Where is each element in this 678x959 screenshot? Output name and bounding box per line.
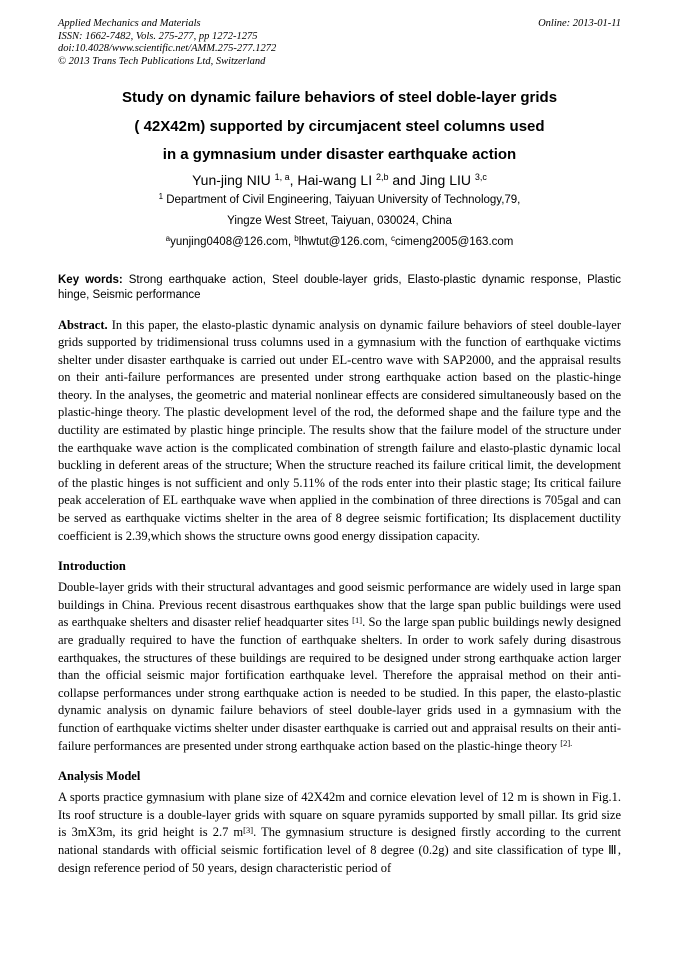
introduction-text-2: . So the large span public buildings newly designed are gradually required to have the function of earthquake shelters. In order to work safely during disastrous earthquakes, the structures of these buildings are required to be designed under strong earthquake action larger than the official seismic major fortification earthquake level. Therefore the appraisal method on their anti-collapse performances under strong earthquake action is needed to be studied. In this paper, the elasto-plastic dynamic analysis on dynamic failure behaviors of steel double-layer grids used in a gymnasium with the function of earthquake victims shelter under disaster earthquake is carried out and appraisal results on their anti-failure performances are presented under strong earthquake action based on the plastic-hinge theory <box>58 615 621 753</box>
analysis-model-heading: Analysis Model <box>58 769 141 784</box>
email-2: lhwtut@126.com, <box>298 235 391 248</box>
author-2-superscript: 2,b <box>375 172 389 182</box>
reference-3-marker: [3] <box>243 824 254 835</box>
authors-separator-1: , <box>289 171 298 188</box>
paper-title-line1: Study on dynamic failure behaviors of steel doble-layer grids <box>121 89 558 106</box>
reference-1-marker: [1] <box>352 614 363 625</box>
author-1-superscript: 1, a <box>274 172 290 182</box>
affiliation-emails <box>58 232 621 253</box>
abstract-paragraph <box>58 317 621 546</box>
paper-title-line3: in a gymnasium under disaster earthquake action <box>162 146 517 163</box>
keywords-block <box>58 273 621 304</box>
email-2-superscript: b <box>294 233 299 243</box>
online-date: Online: 2013-01-11 <box>538 18 621 29</box>
introduction-heading: Introduction <box>58 559 126 574</box>
affiliation-line1-text: Department of Civil Engineering, Taiyuan University of Technology,79, <box>163 193 521 206</box>
analysis-text-2: . The gymnasium structure is designed firstly according to the current national standards with official seismic fortification level of 8 degree (0.2g) and site classification of type Ⅲ, design reference period of 50 years, design characteristic period of <box>58 825 622 875</box>
author-2-name: Hai-wang LI <box>297 171 376 188</box>
keywords-text: Strong earthquake action, Steel double-layer grids, Elasto-plastic dynamic response, Plastic hinge, Seismic performance <box>58 273 621 301</box>
doi-line: doi:10.4028/www.scientific.net/AMM.275-277.1272 <box>58 43 277 54</box>
affiliation-block <box>58 190 621 253</box>
email-3-superscript: c <box>390 233 395 243</box>
keywords-label: Key words: <box>58 273 123 286</box>
introduction-text-1: Double-layer grids with their structural advantages and good seismic performance are widely used in large span buildings in China. Previous recent disastrous earthquakes show that the large span public buildings were used as earthquake shelters and disaster relief headquarter sites <box>58 580 621 630</box>
issn-line: ISSN: 1662-7482, Vols. 275-277, pp 1272-1275 <box>58 30 258 42</box>
introduction-paragraph <box>58 579 621 755</box>
journal-name: Applied Mechanics and Materials <box>58 18 201 29</box>
authors-separator-2: and <box>388 171 420 188</box>
paper-title-line2: ( 42X42m) supported by circumjacent steel columns used <box>134 117 545 135</box>
journal-header <box>58 18 621 68</box>
analysis-model-paragraph <box>58 789 621 877</box>
affiliation-line1 <box>58 190 621 211</box>
email-1-superscript: a <box>165 233 171 243</box>
author-3-name: Jing LIU <box>419 171 475 188</box>
abstract-label: Abstract. <box>58 317 108 332</box>
author-1-name: Yun-jing NIU <box>192 171 275 188</box>
abstract-text: In this paper, the elasto-plastic dynamic analysis on dynamic failure behaviors of steel double-layer grids supported by tridimensional truss columns used in a gymnasium with the function of earthquake victims shelter under disaster earthquake is carried out under EL-centro wave with SAP2000, and the appraisal results on their anti-failure performances are presented under strong earthquake action based on the plastic-hinge theory. In the analyses, the geometric and material nonlinear effects are considered simultaneously based on the plastic-hinge theory. The plastic development level of the rod, the deformed shape and the failure type and the ductility are estimated by plastic hinge principle. The results show that the failure model of the structure under the earthquake wave action is the complicated combination of strength failure and elasto-plastic dynamic local buckling in deferent areas of the structure; When the structure reached its failure critical limit, the development of the plastic hinges is not sufficient and only 5.11% of the rods enter into their plastic stage; Its critical failure peak acceleration of EL earthquake wave when applied in the combination of three directions is 705gal and can be served as earthquake victims shelter in the area of 8 degree seismic fortification; Its displacement ductility coefficient is 2.39,which shows the structure owns good energy dissipation capacity. <box>58 317 621 543</box>
affiliation-line2: Yingze West Street, Taiyuan, 030024, China <box>227 214 452 227</box>
author-3-superscript: 3,c <box>474 172 487 182</box>
copyright-line: © 2013 Trans Tech Publications Ltd, Switzerland <box>58 55 266 67</box>
email-3: cimeng2005@163.com <box>394 235 514 248</box>
authors-line <box>58 170 621 190</box>
analysis-text-1: A sports practice gymnasium with plane size of 42X42m and cornice elevation level of 12 m is shown in Fig.1. Its roof structure is a double-layer grids with square on square pyramids supported by small pillar. Its grid size is 3mX3m, its grid height is 2.7 m <box>58 790 621 840</box>
paper-title <box>58 84 621 170</box>
email-1: yunjing0408@126.com, <box>170 235 295 248</box>
reference-2-marker: [2]. <box>560 737 573 748</box>
affiliation-superscript: 1 <box>158 191 164 201</box>
